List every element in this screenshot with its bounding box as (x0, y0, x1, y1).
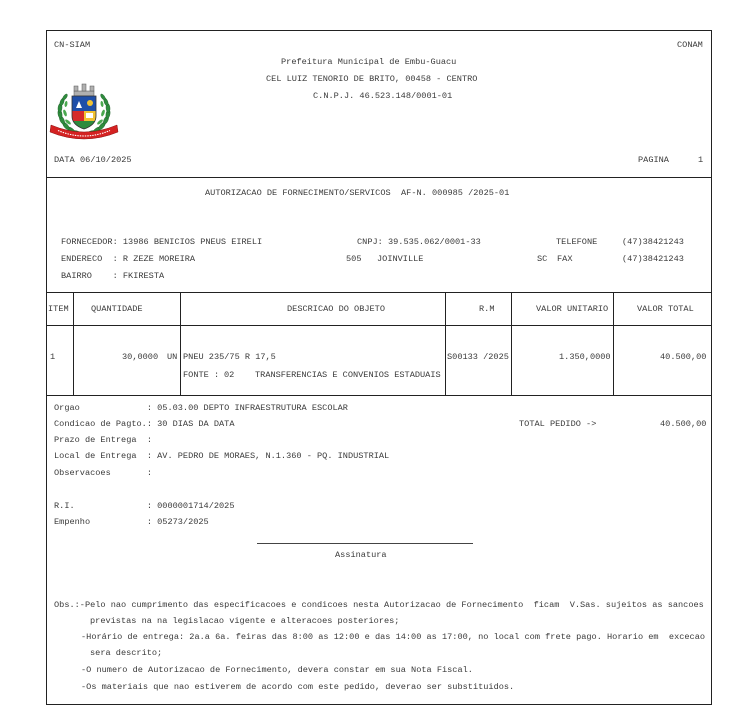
deadline-row (54, 435, 152, 445)
column-header-total-value: VALOR TOTAL (637, 304, 694, 314)
separator: : (146, 468, 152, 478)
supplier-district: FKIRESTA (122, 271, 165, 281)
payment-label: Condicao de Pagto. (54, 419, 147, 429)
supplier-cnpj: 39.535.062/0001-33 (387, 237, 481, 247)
commitment-value: 05273/2025 (157, 517, 209, 527)
section-divider (46, 177, 712, 178)
supplier-fax-label: FAX (557, 254, 573, 264)
delivery-location-value: AV. PEDRO DE MORAES, N.1.360 - PQ. INDUSTRIAL (157, 451, 390, 461)
item-description: PNEU 235/75 R 17,5 (183, 352, 276, 362)
supplier-district-row (61, 271, 164, 281)
supplier-cnpj-row (357, 237, 481, 247)
supplier-name-label: FORNECEDOR (61, 237, 113, 247)
deadline-label: Prazo de Entrega (54, 435, 137, 445)
supplier-state: SC (537, 254, 548, 264)
table-header-divider (46, 325, 712, 326)
column-header-unit-value: VALOR UNITARIO (536, 304, 609, 314)
commitment-row (54, 517, 209, 527)
supplier-phone-label: TELEFONE (556, 237, 598, 247)
observation-line: -O numero de Autorizacao de Fornecimento, devera constar em sua Nota Fiscal. (81, 665, 473, 675)
supplier-phone: (47)38421243 (622, 237, 684, 247)
table-bottom-border (46, 395, 712, 396)
agency-value: 05.03.00 DEPTO INFRAESTRUTURA ESCOLAR (157, 403, 348, 413)
delivery-location-row (54, 451, 389, 461)
payment-row (54, 419, 235, 429)
separator: : (146, 403, 152, 413)
separator: : (146, 451, 152, 461)
authorization-number-label: AF-N. (401, 188, 427, 198)
column-header-item: ITEM (48, 304, 69, 314)
supplier-address: R ZEZE MOREIRA (122, 254, 196, 264)
item-quantity: 30,0000 (122, 352, 159, 362)
item-source-name: TRANSFERENCIAS E CONVENIOS ESTADUAIS (255, 370, 441, 380)
observation-line: -Horário de entrega: 2a.a 6a. feiras das 8:00 as 12:00 e das 14:00 as 17:00, no local com frete pago. Horario em excecao (81, 632, 706, 642)
supplier-address-number: 505 (346, 254, 362, 264)
separator: : (214, 370, 220, 380)
agency-row (54, 403, 348, 413)
table-column-divider (613, 292, 614, 395)
observation-line: -Os materiais que nao estiverem de acordo com este pedido, deverao ser substituidos. (81, 682, 515, 692)
supplier-address-label: ENDERECO (61, 254, 103, 264)
observation-line: previstas na na legislacao vigente e alteracoes posteriores; (90, 616, 400, 626)
notes-row (54, 468, 152, 478)
column-header-quantity: QUANTIDADE (91, 304, 143, 314)
observation-line: sera descrito; (90, 648, 163, 658)
column-header-rm: R.M (479, 304, 495, 314)
agency-label: Orgao (54, 403, 80, 413)
supplier-address-row (61, 254, 195, 264)
item-number: 1 (50, 352, 56, 362)
item-source-label: FONTE (183, 370, 209, 380)
item-unit: UN (167, 352, 178, 362)
entity-name: Prefeitura Municipal de Embu-Guacu (281, 57, 457, 67)
ri-value: 0000001714/2025 (157, 501, 235, 511)
item-total-value: 40.500,00 (660, 352, 707, 362)
issue-date: 06/10/2025 (80, 155, 132, 165)
signature-label: Assinatura (335, 550, 387, 560)
item-source-code: 02 (224, 370, 235, 380)
supplier-name-row (61, 237, 262, 247)
separator: : (146, 517, 152, 527)
order-total-value: 40.500,00 (660, 419, 707, 429)
system-code-left: CN-SIAM (54, 40, 91, 50)
notes-label: Observacoes (54, 468, 111, 478)
payment-value: 30 DIAS DA DATA (157, 419, 235, 429)
supplier-district-label: BAIRRO (61, 271, 92, 281)
commitment-label: Empenho (54, 517, 91, 527)
system-code-right: CONAM (677, 40, 703, 50)
separator: : (146, 501, 152, 511)
table-column-divider (180, 292, 181, 395)
separator: : (377, 237, 383, 247)
entity-address: CEL LUIZ TENORIO DE BRITO, 00458 - CENTRO (266, 74, 478, 84)
table-column-divider (73, 292, 74, 395)
ri-row (54, 501, 235, 511)
separator: : (146, 419, 152, 429)
separator: : (146, 435, 152, 445)
supplier-name: 13986 BENICIOS PNEUS EIRELI (122, 237, 263, 247)
separator: : (112, 271, 118, 281)
municipal-coat-of-arms-icon (48, 83, 120, 143)
authorization-number: 000985 /2025-01 (432, 188, 510, 198)
supplier-city: JOINVILLE (377, 254, 424, 264)
supplier-cnpj-label: CNPJ (357, 237, 378, 247)
signature-line (257, 543, 473, 544)
supplier-fax: (47)38421243 (622, 254, 684, 264)
observation-line: Obs.:-Pelo nao cumprimento das especificacoes e condicoes nesta Autorizacao de Fornecimento ficam V.Sas. sujeitos as sancoes (54, 600, 704, 610)
item-rm: S00133 /2025 (447, 352, 509, 362)
document-title: AUTORIZACAO DE FORNECIMENTO/SERVICOS (205, 188, 391, 198)
separator: : (112, 254, 118, 264)
table-column-divider (511, 292, 512, 395)
delivery-location-label: Local de Entrega (54, 451, 137, 461)
date-label: DATA (54, 155, 75, 165)
ri-label: R.I. (54, 501, 75, 511)
order-total-label: TOTAL PEDIDO -> (519, 419, 597, 429)
item-unit-value: 1.350,0000 (559, 352, 611, 362)
column-header-description: DESCRICAO DO OBJETO (287, 304, 385, 314)
table-column-divider (445, 292, 446, 395)
page-label: PAGINA (638, 155, 669, 165)
separator: : (112, 237, 118, 247)
page-number: 1 (698, 155, 704, 165)
entity-cnpj: C.N.P.J. 46.523.148/0001-01 (313, 91, 453, 101)
